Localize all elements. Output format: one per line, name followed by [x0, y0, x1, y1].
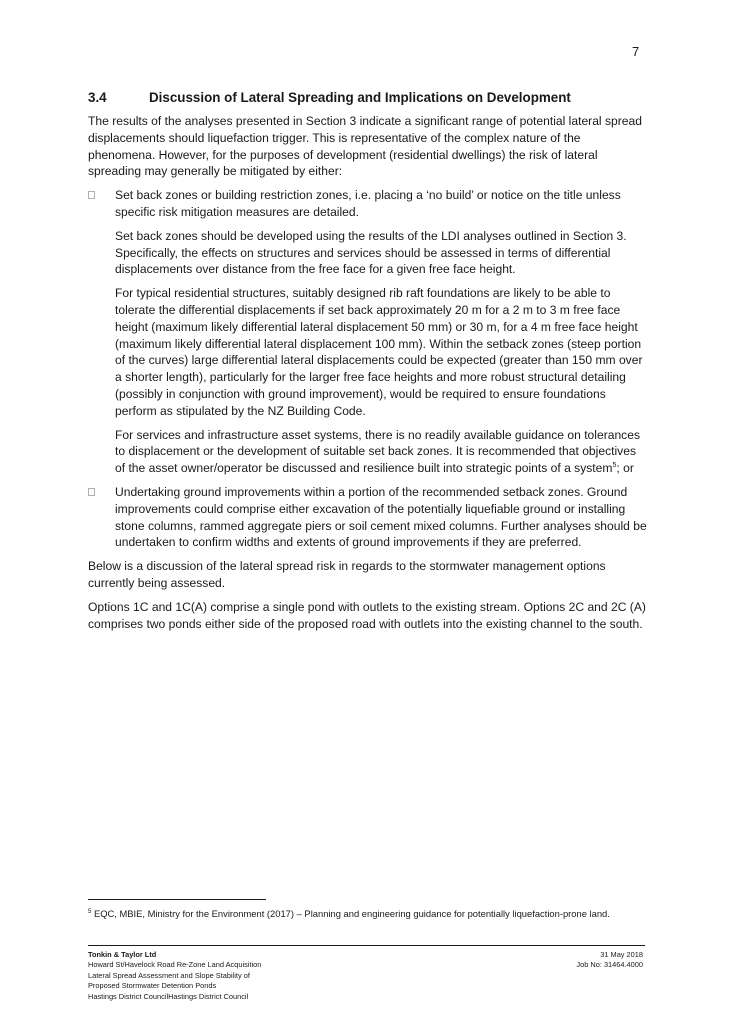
services-text: For services and infrastructure asset systems, there is no readily available guidance on tolerances to displacement or the development of suitable set back zones. It is recommended that objectives of the asset owner/operator be discussed and resilience built into strategic points of a system: [115, 427, 640, 476]
intro-paragraph: The results of the analyses presented in Section 3 indicate a significant range of potential lateral spread displacements should liquefaction trigger. This is representative of the complex nature of the phenomena. However, for the purposes of development (residential dwellings) the risk of lateral spreading may generally be mitigated by either:: [88, 114, 642, 179]
footnote-reference[interactable]: 5: [612, 462, 617, 470]
bullet-box-icon: [88, 488, 95, 496]
bullet-text: Set back zones or building restriction zones, i.e. placing a ‘no build’ or notice on the title unless specific risk mitigation measures are detailed.: [115, 188, 621, 219]
page-number: 7: [632, 44, 640, 59]
discussion-paragraph: Below is a discussion of the lateral spread risk in regards to the stormwater management options currently being assessed.: [88, 559, 606, 590]
footer-job-number: Job No: 31464.4000: [576, 960, 643, 970]
footer-left: [88, 950, 261, 1002]
bullet-text: Undertaking ground improvements within a portion of the recommended setback zones. Ground improvements could comprise either excavation of the potentially liquefiable ground or installing stone columns, rammed aggregate piers or soil cement mixed columns. Further analyses should be undertaken to confirm widths and extents of ground improvements if they are preferred.: [115, 484, 647, 550]
section-number: 3.4: [88, 90, 107, 105]
setback-paragraph: Set back zones should be developed using the results of the LDI analyses outlined in Section 3. Specifically, the effects on structures and services should be assessed in terms of differential displacements over distance from the free face for a given free face height.: [115, 228, 627, 277]
footer-client: Hastings District CouncilHastings District Council: [88, 991, 249, 1001]
residential-paragraph: For typical residential structures, suitably designed rib raft foundations are likely to be able to tolerate the differential displacements if set back approximately 20 m for a 2 m to 3 m free face height (maximum likely differential lateral displacement 50 mm) or 30 m, for a 4 m free face height (maximum likely differential lateral displacement 100 mm). Within the setback zones (steep portion of the curves) large differential lateral displacements could be expected (greater than 150 mm over a shorter length), particularly for the larger free face heights and more robust structural detailing (possibly in conjunction with ground improvement), would be required to ensure foundations perform as stipulated by the NZ Building Code.: [115, 286, 643, 418]
bullet-box-icon: [88, 191, 95, 199]
footnote-text: EQC, MBIE, Ministry for the Environment (2017) – Planning and engineering guidance for potentially liquefaction-prone land.: [91, 908, 610, 919]
footnote: [88, 907, 648, 921]
section-heading: [88, 90, 571, 105]
body-text: [88, 113, 648, 639]
footer-project-line2: Lateral Spread Assessment and Slope Stability of: [88, 970, 250, 980]
options-paragraph: Options 1C and 1C(A) comprise a single pond with outlets to the existing stream. Options 2C and 2C (A) comprises two ponds either side of the proposed road with outlets into the existing channel to the south.: [88, 599, 646, 631]
footer-separator: [88, 945, 645, 946]
footnote-marker: 5: [88, 908, 92, 915]
footer-company: Tonkin & Taylor Ltd: [88, 950, 157, 959]
footer-date: 31 May 2018: [600, 950, 643, 959]
bullet-item-ground-improvement: [88, 484, 648, 551]
footer-project-line1: Howard St/Havelock Road Re-Zone Land Acquisition: [88, 960, 262, 970]
services-text-end: ; or: [616, 461, 634, 476]
services-paragraph: [88, 427, 648, 477]
section-title: Discussion of Lateral Spreading and Implications on Development: [149, 90, 571, 105]
footer-project-line3: Proposed Stormwater Detention Ponds: [88, 981, 217, 991]
bullet-item-setback: [88, 187, 648, 221]
footer-right: [576, 950, 643, 971]
footnote-separator: [88, 899, 266, 900]
